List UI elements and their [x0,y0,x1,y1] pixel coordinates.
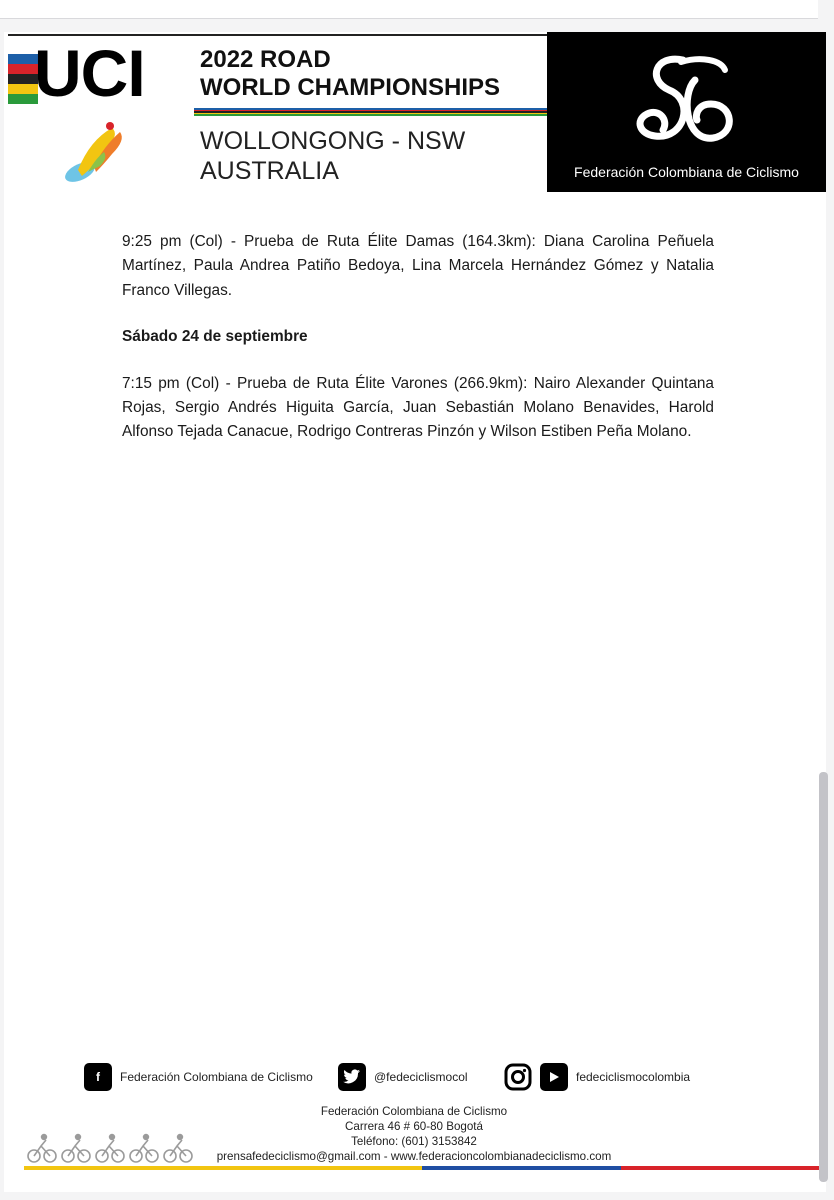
document-body [122,230,714,445]
event-rainbow-bands [194,108,548,116]
uci-banner [8,32,548,192]
paragraph-men-road-race: 7:15 pm (Col) - Prueba de Ruta Élite Varones (266.9km): Nairo Alexander Quintana Rojas, Sergio Andrés Higuita García, Juan Sebastián Molano Benavides, Harold Alfonso Tejada Canacue, Rodrigo Contreras Pinzón y Wilson Estiben Peña Molano. [122,374,714,441]
twitter-contact [338,1062,468,1092]
location-line2: AUSTRALIA [200,157,339,185]
flag-yellow-band [24,1166,422,1170]
top-page-edge [0,0,818,19]
event-title-line1: 2022 ROAD [200,46,331,73]
instagram-youtube-label: fedeciclismocolombia [576,1070,691,1084]
colombian-flag-rule [24,1166,820,1170]
uci-logo-text: UCI [34,36,145,110]
footer-phone: Teléfono: (601) 3153842 [351,1135,477,1148]
facebook-label: Federación Colombiana de Ciclismo [120,1070,313,1084]
flag-blue-band [422,1166,621,1170]
event-title-line2: WORLD CHAMPIONSHIPS [200,74,500,101]
footer-contact: prensafedeciclismo@gmail.com - www.federacioncolombianadeciclismo.com [216,1150,612,1163]
federation-monogram-icon [625,50,745,150]
section-heading-date: Sábado 24 de septiembre [122,328,308,346]
federation-name: Federación Colombiana de Ciclismo [574,164,799,180]
paragraph-women-road-race: 9:25 pm (Col) - Prueba de Ruta Élite Damas (164.3km): Diana Carolina Peñuela Martínez, Paula Andrea Patiño Bedoya, Lina Marcela Hernández Gómez y Natalia Franco Villegas. [122,233,714,299]
instagram-icon [504,1063,532,1091]
vertical-scrollbar[interactable] [819,772,828,1182]
document-page [4,32,826,1192]
location-line1: WOLLONGONG - NSW [200,127,466,155]
footer-address: Carrera 46 # 60-80 Bogotá [345,1120,483,1133]
cyclist-logo-icon [60,120,132,186]
federation-banner [547,32,826,192]
youtube-icon [540,1063,568,1091]
facebook-contact [84,1062,313,1092]
twitter-label: @fedeciclismocol [374,1070,468,1084]
footer-org-name: Federación Colombiana de Ciclismo [320,1105,508,1118]
footer-address-block [204,1104,624,1164]
instagram-youtube-contact [504,1062,690,1092]
flag-red-band [621,1166,820,1170]
letterhead [4,32,826,192]
cyclists-silhouette-icon [26,1130,196,1164]
twitter-icon [338,1063,366,1091]
facebook-icon: f [84,1063,112,1091]
